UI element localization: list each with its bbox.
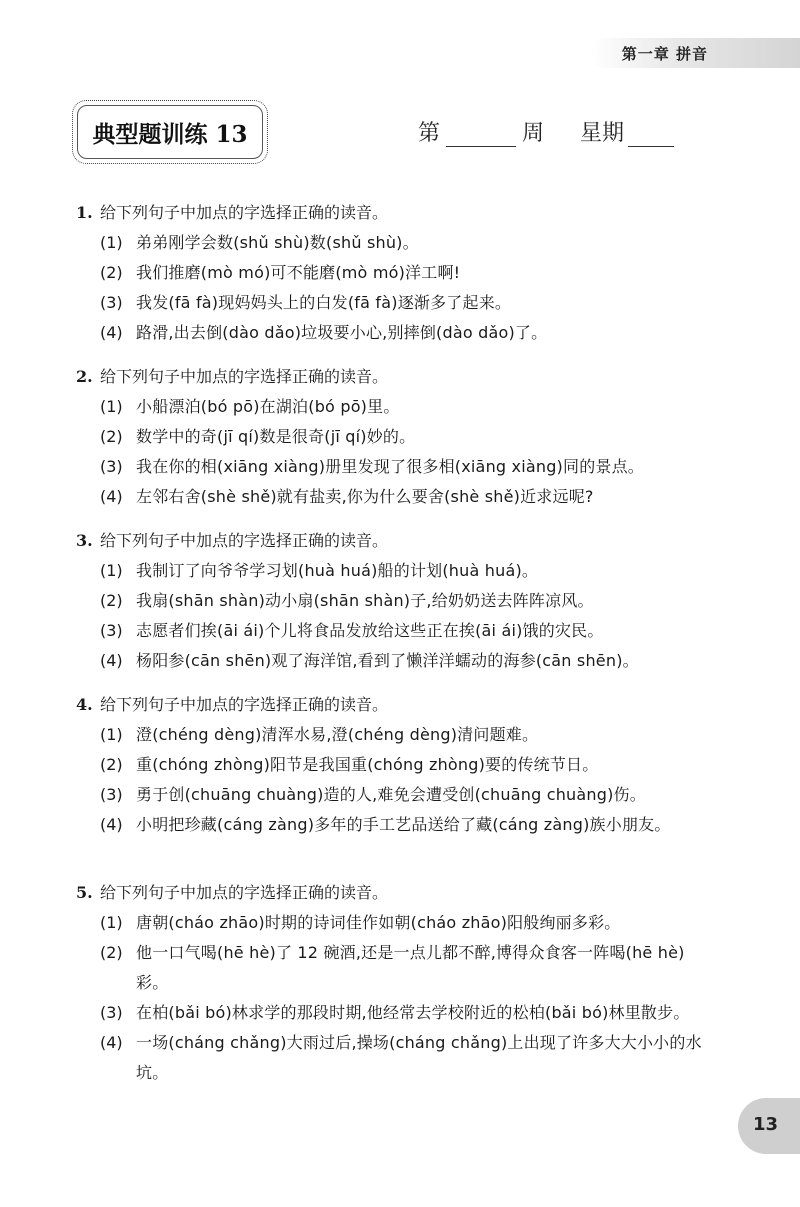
item-text: 杨阳参(cān shēn)观了海洋馆,看到了懒洋洋蠕动的海参(cān shēn)。	[136, 651, 639, 670]
question-prompt: 给下列句子中加点的字选择正确的读音。	[100, 695, 389, 714]
question-item	[76, 318, 716, 348]
question-4	[76, 690, 716, 840]
question-item	[76, 556, 716, 586]
question-item	[76, 228, 716, 258]
item-number: (3)	[100, 1003, 123, 1022]
item-number: (1)	[100, 397, 123, 416]
week-label: 周	[522, 121, 545, 146]
week-prefix: 第	[418, 121, 441, 146]
question-number: 4.	[76, 695, 93, 714]
item-number: (2)	[100, 755, 123, 774]
question-prompt: 给下列句子中加点的字选择正确的读音。	[100, 203, 389, 222]
item-text: 在柏(bǎi bó)林求学的那段时期,他经常去学校附近的松柏(bǎi bó)林里散步。	[136, 1003, 690, 1022]
question-item	[76, 780, 716, 810]
question-prompt: 给下列句子中加点的字选择正确的读音。	[100, 367, 389, 386]
item-text: 路滑,出去倒(dào dǎo)垃圾要小心,别摔倒(dào dǎo)了。	[136, 323, 548, 342]
week-day-line	[418, 116, 674, 147]
item-number: (4)	[100, 323, 123, 342]
item-text: 重(chóng zhòng)阳节是我国重(chóng zhòng)要的传统节日。	[136, 755, 599, 774]
item-text: 我在你的相(xiāng xiàng)册里发现了很多相(xiāng xiàng)同的景点。	[136, 457, 645, 476]
question-item	[76, 452, 716, 482]
item-text: 唐朝(cháo zhāo)时期的诗词佳作如朝(cháo zhāo)阳般绚丽多彩。	[136, 913, 621, 932]
item-text: 我们推磨(mò mó)可不能磨(mò mó)洋工啊!	[136, 263, 461, 282]
question-3	[76, 526, 716, 676]
item-number: (1)	[100, 561, 123, 580]
item-text: 小明把珍藏(cáng zàng)多年的手工艺品送给了藏(cáng zàng)族小朋友。	[136, 815, 671, 834]
question-5	[76, 878, 716, 1088]
question-prompt: 给下列句子中加点的字选择正确的读音。	[100, 531, 389, 550]
item-text: 小船漂泊(bó pō)在湖泊(bó pō)里。	[136, 397, 400, 416]
question-item	[76, 908, 716, 938]
item-text: 我扇(shān shàn)动小扇(shān shàn)子,给奶奶送去阵阵凉风。	[136, 591, 594, 610]
chapter-label: 第一章 拼音	[621, 45, 708, 63]
weekday-label: 星期	[580, 121, 625, 146]
page-number: 13	[752, 1114, 778, 1135]
question-item	[76, 938, 716, 998]
question-item	[76, 616, 716, 646]
item-number: (4)	[100, 651, 123, 670]
item-text: 弟弟刚学会数(shǔ shù)数(shǔ shù)。	[136, 233, 419, 252]
question-2	[76, 362, 716, 512]
item-text: 我制订了向爷爷学习划(huà huá)船的计划(huà huá)。	[136, 561, 539, 580]
exercise-title: 典型题训练 13	[92, 121, 248, 148]
question-item	[76, 422, 716, 452]
question-item	[76, 1028, 716, 1088]
question-number: 3.	[76, 531, 93, 550]
question-item	[76, 288, 716, 318]
question-prompt: 给下列句子中加点的字选择正确的读音。	[100, 883, 389, 902]
question-item	[76, 392, 716, 422]
item-number: (2)	[100, 943, 123, 962]
question-item	[76, 586, 716, 616]
item-number: (1)	[100, 233, 123, 252]
week-blank[interactable]	[446, 122, 516, 147]
item-number: (3)	[100, 293, 123, 312]
item-number: (4)	[100, 1033, 123, 1052]
item-number: (3)	[100, 457, 123, 476]
item-text: 左邻右舍(shè shě)就有盐卖,你为什么要舍(shè shě)近求远呢?	[136, 487, 594, 506]
question-item	[76, 482, 716, 512]
question-number: 2.	[76, 367, 93, 386]
weekday-blank[interactable]	[628, 122, 674, 147]
item-number: (4)	[100, 815, 123, 834]
question-item	[76, 720, 716, 750]
item-number: (1)	[100, 913, 123, 932]
item-number: (2)	[100, 591, 123, 610]
question-item	[76, 258, 716, 288]
question-1	[76, 198, 716, 348]
item-text: 志愿者们挨(āi ái)个儿将食品发放给这些正在挨(āi ái)饿的灾民。	[136, 621, 604, 640]
question-item	[76, 646, 716, 676]
item-number: (2)	[100, 263, 123, 282]
question-item	[76, 810, 716, 840]
item-number: (3)	[100, 621, 123, 640]
item-number: (4)	[100, 487, 123, 506]
item-text: 一场(cháng chǎng)大雨过后,操场(cháng chǎng)上出现了许多大大小小的水坑。	[136, 1033, 702, 1082]
question-number: 1.	[76, 203, 93, 222]
question-item	[76, 998, 716, 1028]
item-text: 数学中的奇(jī qí)数是很奇(jī qí)妙的。	[136, 427, 416, 446]
item-number: (3)	[100, 785, 123, 804]
item-text: 勇于创(chuāng chuàng)造的人,难免会遭受创(chuāng chuàng)伤。	[136, 785, 646, 804]
item-number: (2)	[100, 427, 123, 446]
item-text: 澄(chéng dèng)清浑水易,澄(chéng dèng)清问题难。	[136, 725, 539, 744]
question-item	[76, 750, 716, 780]
item-text: 我发(fā fà)现妈妈头上的白发(fā fà)逐渐多了起来。	[136, 293, 512, 312]
item-number: (1)	[100, 725, 123, 744]
item-text: 他一口气喝(hē hè)了 12 碗酒,还是一点儿都不醉,博得众食客一阵喝(hē hè)彩。	[136, 943, 685, 992]
question-number: 5.	[76, 883, 93, 902]
exercise-title-box	[72, 100, 268, 164]
